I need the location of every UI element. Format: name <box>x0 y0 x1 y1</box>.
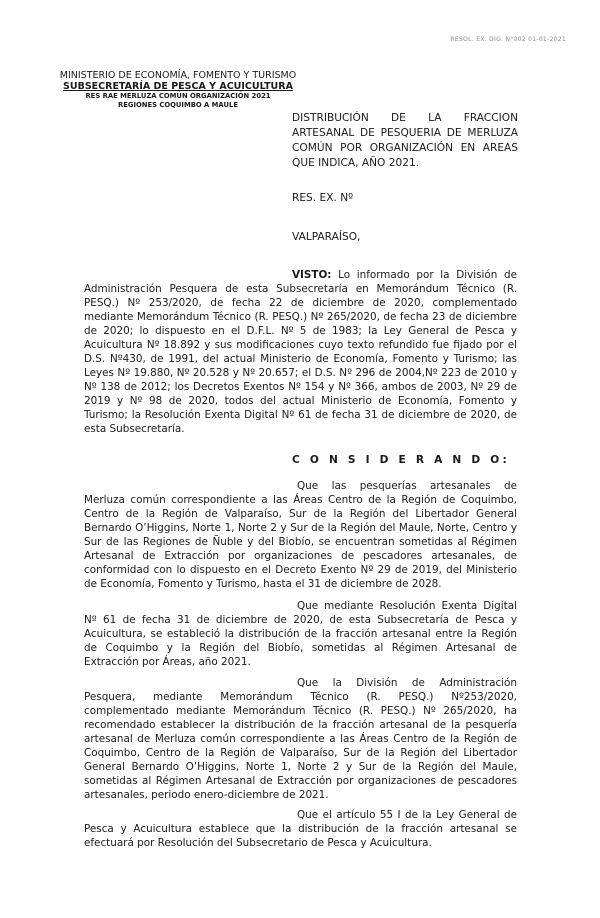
ministry-header <box>48 70 308 110</box>
city-date: VALPARAÍSO, <box>292 231 361 243</box>
document-title: DISTRIBUCIÓN DE LA FRACCION ARTESANAL DE PESQUERIA DE MERLUZA COMÚN POR ORGANIZACIÓN EN AREAS QUE INDICA, AÑO 2021. <box>292 112 518 169</box>
paragraph-text: Que mediante Resolución Exenta Digital Nº 61 de fecha 31 de diciembre de 2020, de esta Subsecretaría de Pesca y Acuicultura, se estableció la distribución de la fracción artesanal entre la Región de Coquimbo y la Región del Biobío, sometidas al Régimen Artesanal de Extracción por Áreas, año 2021. <box>84 600 517 668</box>
paragraph-text: Que las pesquerías artesanales de Merluza común correspondiente a las Áreas Centro de la Región de Coquimbo, Centro de la Región de Valparaíso, Sur de la Región del Libertador General Bernardo O’Higgins, Norte 1, Norte 2 y Sur de la Región del Maule, Norte, Centro y Sur de las Regiones de Ñuble y del Biobío, se encuentran sometidas al Régimen Artesanal de Extracción por organizaciones de pescadores artesanales, de conformidad con lo dispuesto en el Decreto Exento Nº 29 de 2019, del Ministerio de Economía, Fomento y Turismo, hasta el 31 de diciembre de 2028. <box>84 480 517 590</box>
regions-tag: REGIONES COQUIMBO A MAULE <box>118 101 238 109</box>
paragraph-text: Que la División de Administración Pesquera, mediante Memorándum Técnico (R. PESQ.) Nº253/2020, complementado mediante Memorándum Técnico (R. PESQ.) Nº 265/2020, ha recomendado establecer la distribución de la fracción artesanal de la pesquería artesanal de Merluza común correspondiente a las Áreas Centro de la Región de Coquimbo, Centro de la Región de Valparaíso, Sur de la Región del Libertador General Bernardo O’Higgins, Norte 1, Norte 2 y Sur de la Región del Maule, sometidas al Régimen Artesanal de Extracción por organizaciones de pescadores artesanales, periodo enero-diciembre de 2021. <box>84 677 517 801</box>
visto-label: VISTO: <box>292 269 332 281</box>
considerando-heading: C O N S I D E R A N D O: <box>292 454 510 466</box>
considerando-paragraph-4 <box>84 808 517 850</box>
ministry-name: MINISTERIO DE ECONOMÍA, FOMENTO Y TURISMO <box>59 70 297 81</box>
subsecretaria-name: SUBSECRETARÍA DE PESCA Y ACUICULTURA <box>63 81 293 92</box>
resolution-number: RES. EX. Nº <box>292 192 354 204</box>
document-code: RESOL. EX. DIG. N°002 01-01-2021 <box>450 36 566 43</box>
visto-paragraph <box>84 268 517 436</box>
considerando-paragraph-3 <box>84 676 517 802</box>
considerando-paragraph-2 <box>84 599 517 669</box>
resolution-tag: RES RAE MERLUZA COMÚN ORGANIZACIÓN 2021 <box>85 92 271 100</box>
considerando-paragraph-1 <box>84 479 517 591</box>
visto-text: Lo informado por la División de Administración Pesquera de esta Subsecretaría en Memorándum Técnico (R. PESQ.) Nº 253/2020, de fecha 22 de diciembre de 2020, complementado mediante Memorándum Técnico (R. PESQ.) Nº 265/2020, de fecha 23 de diciembre de 2020; lo dispuesto en el D.F.L. Nº 5 de 1983; la Ley General de Pesca y Acuicultura Nº 18.892 y sus modificaciones cuyo texto refundido fue fijado por el D.S. Nº430, de 1991, del actual Ministerio de Economía, Fomento y Turismo; las Leyes Nº 19.880, Nº 20.528 y Nº 20.657; el D.S. Nº 296 de 2004,Nº 223 de 2010 y Nº 138 de 2012; los Decretos Exentos Nº 154 y Nº 366, ambos de 2003, Nº 29 de 2019 y Nº 98 de 2020, todos del actual Ministerio de Economía, Fomento y Turismo; la Resolución Exenta Digital Nº 61 de fecha 31 de diciembre de 2020, de esta Subsecretaría. <box>84 269 517 435</box>
paragraph-text: Que el artículo 55 I de la Ley General de Pesca y Acuicultura establece que la distribución de la fracción artesanal se efectuará por Resolución del Subsecretario de Pesca y Acuicultura. <box>84 809 517 849</box>
